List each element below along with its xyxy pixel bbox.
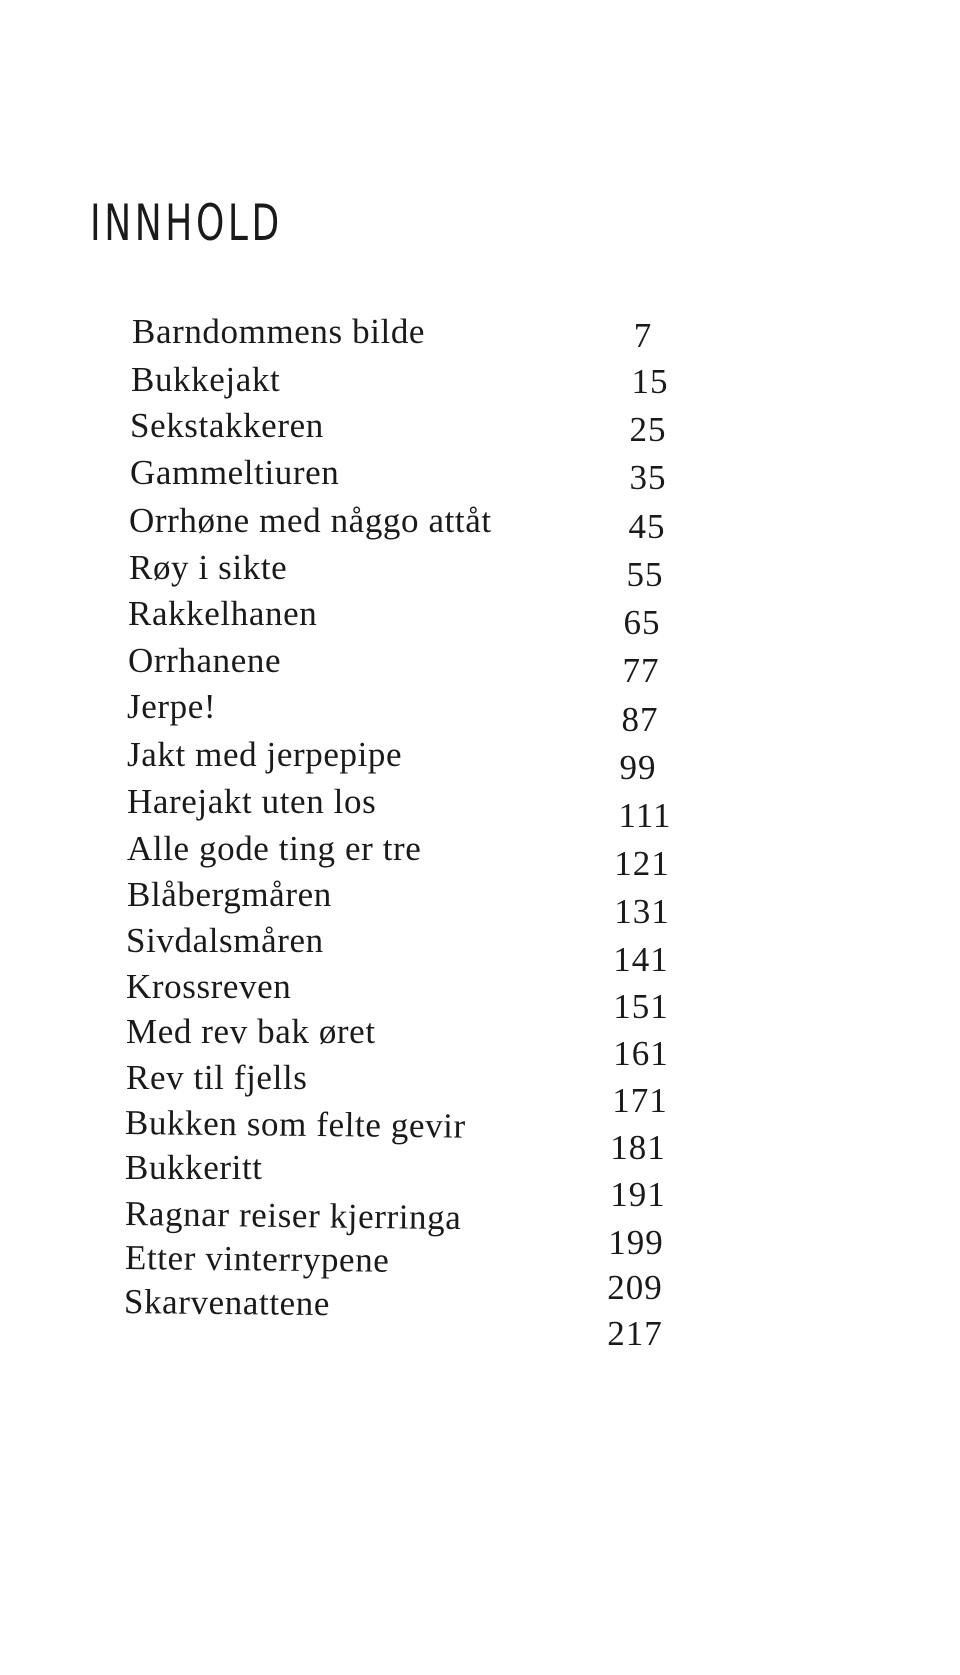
toc-entry xyxy=(0,1103,960,1167)
toc-entry-title: Barndommens bilde xyxy=(132,312,426,351)
toc-entry-title: Jakt med jerpepipe xyxy=(127,735,403,774)
toc-entry-title: Sekstakkeren xyxy=(130,406,324,445)
toc-entry-page-number: 111 xyxy=(618,796,672,835)
toc-entry xyxy=(0,875,960,931)
toc-entry-page-number: 199 xyxy=(608,1223,664,1262)
toc-entry-page-number: 25 xyxy=(629,410,667,449)
toc-entry xyxy=(0,406,960,454)
toc-entry xyxy=(0,967,960,1026)
toc-entry-page-number: 65 xyxy=(623,603,661,642)
toc-entry-title: Alle gode ting er tre xyxy=(127,829,422,868)
toc-entry-title: Bukken som felte gevir xyxy=(124,1103,466,1146)
toc-entry-page-number: 15 xyxy=(631,362,669,401)
toc-entry-page-number: 191 xyxy=(610,1175,666,1214)
toc-entry xyxy=(0,1148,960,1214)
toc-entry-page-number: 161 xyxy=(613,1034,669,1073)
toc-entry-title: Etter vinterrypene xyxy=(124,1238,390,1280)
toc-entry xyxy=(0,548,960,596)
toc-entry xyxy=(0,829,960,883)
toc-entry-title: Harejakt uten los xyxy=(127,782,377,821)
toc-entry xyxy=(0,687,960,739)
toc-entry xyxy=(0,782,960,835)
toc-entry-title: Med rev bak øret xyxy=(126,1012,376,1051)
toc-entry-title: Krossreven xyxy=(126,967,292,1006)
toc-entry-title: Sivdalsmåren xyxy=(126,921,324,960)
toc-entry-page-number: 55 xyxy=(626,555,664,594)
toc-entry-page-number: 181 xyxy=(610,1128,666,1167)
toc-entry-title: Bukkeritt xyxy=(125,1148,263,1187)
toc-entry-page-number: 87 xyxy=(621,700,659,739)
toc-entry xyxy=(0,1282,960,1353)
toc-entry xyxy=(0,594,960,642)
toc-entry-page-number: 35 xyxy=(629,458,667,497)
toc-entry-title: Blåbergmåren xyxy=(127,875,332,914)
toc-entry-title: Røy i sikte xyxy=(129,548,288,587)
toc-entry-page-number: 141 xyxy=(613,940,669,979)
toc-entry-title: Skarvenattene xyxy=(123,1282,331,1324)
toc-entry-page-number: 121 xyxy=(614,844,670,883)
toc-entry xyxy=(0,501,960,549)
toc-entry-title: Jerpe! xyxy=(127,687,217,726)
toc-entry-page-number: 151 xyxy=(613,987,669,1026)
toc-entry-page-number: 99 xyxy=(619,748,657,787)
toc-entry xyxy=(0,1058,960,1120)
toc-entry-page-number: 77 xyxy=(622,651,660,690)
toc-entry xyxy=(0,735,960,787)
toc-entry-page-number: 217 xyxy=(607,1314,663,1353)
toc-entry xyxy=(0,312,960,360)
toc-entry-title: Orrhanene xyxy=(128,641,282,680)
toc-entry xyxy=(0,1012,960,1073)
toc-entry-page-number: 131 xyxy=(614,892,670,931)
toc-entry xyxy=(0,921,960,979)
toc-entry-page-number: 45 xyxy=(628,507,666,546)
toc-entry-page-number: 209 xyxy=(607,1268,663,1307)
toc-entry xyxy=(0,641,960,689)
toc-entry-title: Ragnar reiser kjerringa xyxy=(124,1194,462,1238)
toc-entry-title: Rakkelhanen xyxy=(128,594,318,633)
toc-entry-title: Orrhøne med någgo attåt xyxy=(129,501,492,540)
toc-entry-title: Bukkejakt xyxy=(131,360,281,399)
toc-entry-page-number: 7 xyxy=(633,316,653,355)
toc-entry-title: Gammeltiuren xyxy=(130,453,340,492)
toc-entry-title: Rev til fjells xyxy=(126,1058,308,1097)
page-title: INNHOLD xyxy=(90,194,283,252)
toc-entry-page-number: 171 xyxy=(612,1081,668,1120)
toc-entry xyxy=(0,453,960,501)
toc-entry xyxy=(0,360,960,408)
